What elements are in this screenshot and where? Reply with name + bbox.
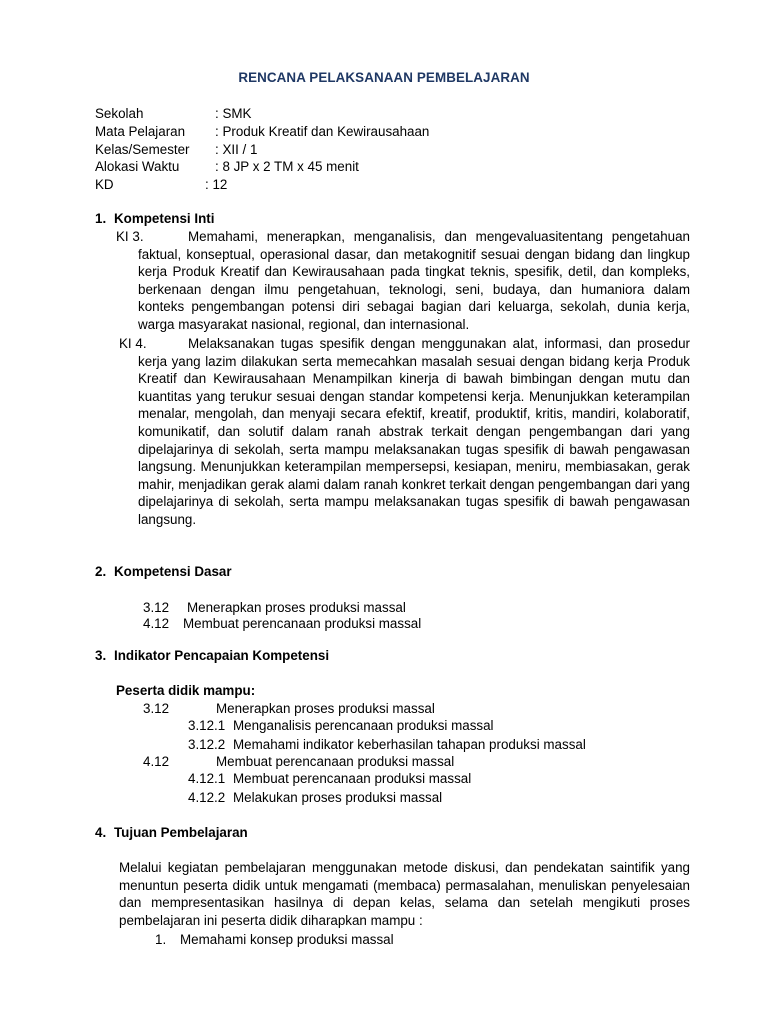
ipk-subcode: 4.12.2 <box>188 790 226 805</box>
ipk-subitem <box>188 717 494 735</box>
kd-item <box>143 615 421 633</box>
section-number: 4. <box>95 825 107 840</box>
info-row-alokasi-waktu <box>95 158 359 176</box>
section-number: 2. <box>95 564 107 579</box>
ipk-intro: Peserta didik mampu: <box>116 683 256 698</box>
section-title: Indikator Pencapaian Kompetensi <box>114 648 330 663</box>
info-row-mata-pelajaran <box>95 123 430 141</box>
tujuan-paragraph: Melalui kegiatan pembelajaran menggunakan metode diskusi, dan pendekatan saintifik yang menuntun peserta didik untuk mengamati (membaca) permasalahan, menuliskan penyelesaian dan mempresentasikan hasilnya di depan kelas, selama dan setelah mengikuti proses pembelajaran ini peserta didik diharapkan mampu : <box>119 860 690 928</box>
kd-text: Menerapkan proses produksi massal <box>187 600 406 615</box>
tujuan-item-text: Memahami konsep produksi massal <box>180 932 394 947</box>
ipk-subcode: 4.12.1 <box>188 771 226 786</box>
ipk-text: Membuat perencanaan produksi massal <box>216 754 455 769</box>
ipk-text: Menerapkan proses produksi massal <box>216 701 435 716</box>
ki4-label: KI 4. <box>119 336 147 351</box>
info-value: : 12 <box>205 177 228 192</box>
section-number: 1. <box>95 211 107 226</box>
tujuan-item-number: 1. <box>155 932 167 947</box>
section-heading-tujuan <box>95 824 248 842</box>
ipk-subitem <box>188 770 471 788</box>
info-label: Mata Pelajaran <box>95 124 186 139</box>
ipk-subcode: 3.12.2 <box>188 737 226 752</box>
ipk-code: 4.12 <box>143 754 170 769</box>
info-value: : XII / 1 <box>215 142 258 157</box>
info-value: : 8 JP x 2 TM x 45 menit <box>215 159 359 174</box>
ipk-subtext: Melakukan proses produksi massal <box>233 790 443 805</box>
ipk-subtext: Menganalisis perencanaan produksi massal <box>233 718 494 733</box>
info-label: Kelas/Semester <box>95 142 190 157</box>
section-title: Tujuan Pembelajaran <box>114 825 248 840</box>
kd-text: Membuat perencanaan produksi massal <box>183 616 422 631</box>
kd-code: 3.12 <box>143 600 170 615</box>
info-value: : SMK <box>215 106 252 121</box>
ipk-subtext: Membuat perencanaan produksi massal <box>233 771 472 786</box>
tujuan-item <box>155 931 394 949</box>
info-label: Alokasi Waktu <box>95 159 180 174</box>
ipk-code: 3.12 <box>143 701 170 716</box>
ipk-subitem <box>188 736 586 754</box>
ipk-subtext: Memahami indikator keberhasilan tahapan produksi massal <box>233 737 586 752</box>
section-number: 3. <box>95 648 107 663</box>
section-heading-indikator <box>95 647 329 665</box>
ipk-subcode: 3.12.1 <box>188 718 226 733</box>
ki3-label: KI 3. <box>116 229 144 244</box>
section-title: Kompetensi Inti <box>114 211 215 226</box>
info-label: KD <box>95 177 114 192</box>
ipk-subitem <box>188 789 442 807</box>
ipk-group <box>143 753 454 771</box>
kd-code: 4.12 <box>143 616 170 631</box>
document-title: RENCANA PELAKSANAAN PEMBELAJARAN <box>238 70 530 85</box>
ki4-text: Melaksanakan tugas spesifik dengan menggunakan alat, informasi, dan prosedur kerja yang lazim dilakukan serta memecahkan masalah sesuai dengan bidang kerja Produk Kreatif dan Kewirausahaan Menampilkan kinerja di bawah bimbingan dengan mutu dan kuantitas yang terukur sesuai dengan standar kompetensi kerja. Menunjukkan keterampilan menalar, mengolah, dan menyaji secara efektif, kreatif, produktif, kritis, mandiri, kolaboratif, komunikatif, dan solutif dalam ranah abstrak terkait dengan pengembangan dari yang dipelajarinya di sekolah, serta mampu melaksanakan tugas spesifik di bawah pengawasan langsung. Menunjukkan keterampilan mempersepsi, kesiapan, meniru, membiasakan, gerak mahir, menjadikan gerak alami dalam ranah konkret terkait dengan pengembangan dari yang dipelajarinya di sekolah, serta mampu melaksanakan tugas spesifik di bawah pengawasan langsung. <box>138 336 690 527</box>
info-label: Sekolah <box>95 106 144 121</box>
ki3-text: Memahami, menerapkan, menganalisis, dan mengevaluasitentang pengetahuan faktual, konseptual, operasional dasar, dan metakognitif sesuai dengan bidang dan lingkup kerja Produk Kreatif dan Kewirausahaan pada tingkat teknis, spesifik, detil, dan kompleks, berkenaan dengan ilmu pengetahuan, teknologi, seni, budaya, dan humaniora dalam konteks pengembangan potensi diri sebagai bagian dari keluarga, sekolah, dunia kerja, warga masyarakat nasional, regional, dan internasional. <box>138 229 690 332</box>
info-row-sekolah <box>95 105 252 123</box>
info-value: : Produk Kreatif dan Kewirausahaan <box>215 124 430 139</box>
section-heading-kompetensi-dasar <box>95 563 232 581</box>
info-row-kd <box>95 176 228 194</box>
section-heading-kompetensi-inti <box>95 210 214 228</box>
section-title: Kompetensi Dasar <box>114 564 232 579</box>
info-row-kelas-semester <box>95 141 258 159</box>
ipk-group <box>143 700 435 718</box>
